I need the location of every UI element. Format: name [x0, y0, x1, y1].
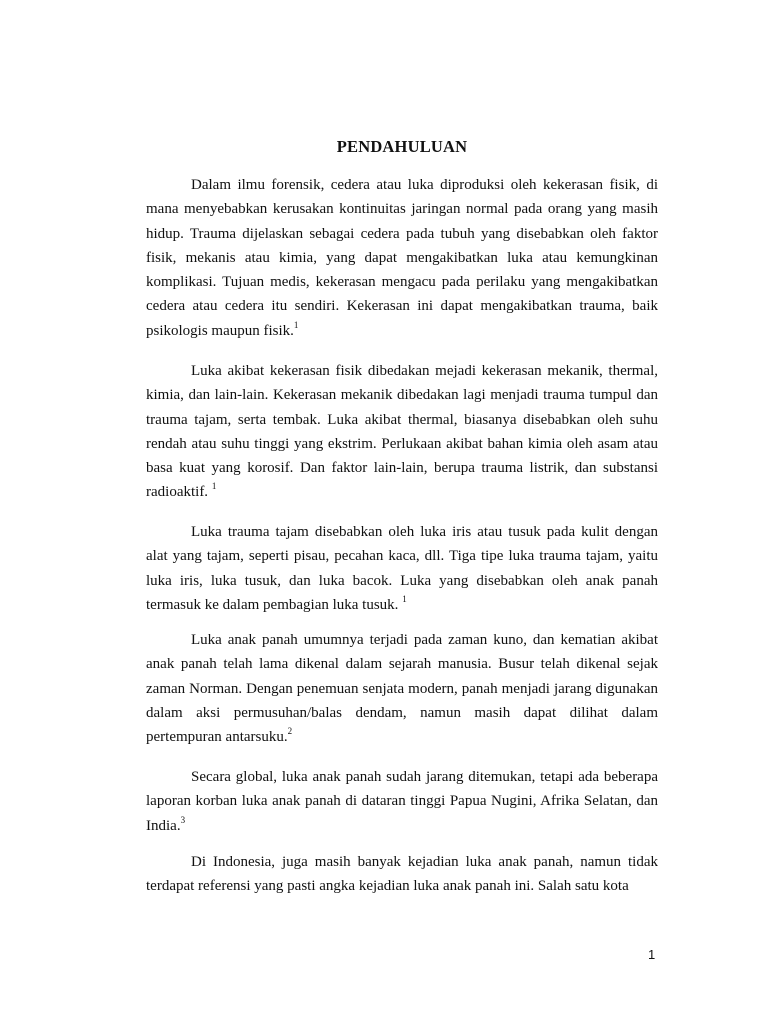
paragraph-1: [146, 173, 658, 343]
footnote-ref: 3: [180, 814, 186, 825]
paragraph-3: [146, 520, 658, 617]
paragraph-text: Dalam ilmu forensik, cedera atau luka diproduksi oleh kekerasan fisik, di mana menyebabkan kerusakan kontinuitas jaringan normal pada orang yang masih hidup. Trauma dijelaskan sebagai cedera pada tubuh yang disebabkan oleh faktor fisik, mekanis atau kimia, yang dapat mengakibatkan luka atau kemungkinan komplikasi. Tujuan medis, kekerasan mengacu pada perilaku yang mengakibatkan cedera atau cedera itu sendiri. Kekerasan ini dapat mengakibatkan trauma, baik psikologis maupun fisik.: [146, 177, 658, 339]
page-title: PENDAHULUAN: [336, 137, 468, 156]
paragraph-text: Di Indonesia, juga masih banyak kejadian luka anak panah, namun tidak terdapat referensi yang pasti angka kejadian luka anak panah ini. Salah satu kota: [146, 854, 658, 895]
footnote-ref: 1: [293, 319, 299, 330]
paragraph-text: Luka trauma tajam disebabkan oleh luka iris atau tusuk pada kulit dengan alat yang tajam, seperti pisau, pecahan kaca, dll. Tiga tipe luka trauma tajam, yaitu luka iris, luka tusuk, dan luka bacok. Luka yang disebabkan oleh anak panah termasuk ke dalam pembagian luka tusuk.: [146, 524, 658, 613]
paragraph-5: [146, 765, 658, 838]
paragraph-2: [146, 359, 658, 505]
footnote-ref: 2: [287, 726, 293, 737]
page-number: 1: [648, 947, 656, 962]
footnote-ref: 1: [402, 593, 407, 604]
paragraph-6: [146, 850, 658, 899]
footnote-ref: 1: [211, 481, 217, 492]
paragraph-text: Secara global, luka anak panah sudah jarang ditemukan, tetapi ada beberapa laporan korban luka anak panah di dataran tinggi Papua Nugini, Afrika Selatan, dan India.: [146, 769, 658, 834]
paragraph-text: Luka anak panah umumnya terjadi pada zaman kuno, dan kematian akibat anak panah telah lama dikenal dalam sejarah manusia. Busur telah dikenal sejak zaman Norman. Dengan penemuan senjata modern, panah menjadi jarang digunakan dalam aksi permusuhan/balas dendam, namun masih dapat dilihat dalam pertempuran antarsuku.: [146, 632, 658, 746]
paragraph-text: Luka akibat kekerasan fisik dibedakan mejadi kekerasan mekanik, thermal, kimia, dan lain-lain. Kekerasan mekanik dibedakan lagi menjadi trauma tumpul dan trauma tajam, serta tembak. Luka akibat thermal, biasanya disebabkan oleh suhu rendah atau suhu tinggi yang ekstrim. Perlukaan akibat bahan kimia oleh asam atau basa kuat yang korosif. Dan faktor lain-lain, berupa trauma listrik, dan substansi radioaktif.: [146, 363, 658, 501]
paragraph-4: [146, 628, 658, 749]
